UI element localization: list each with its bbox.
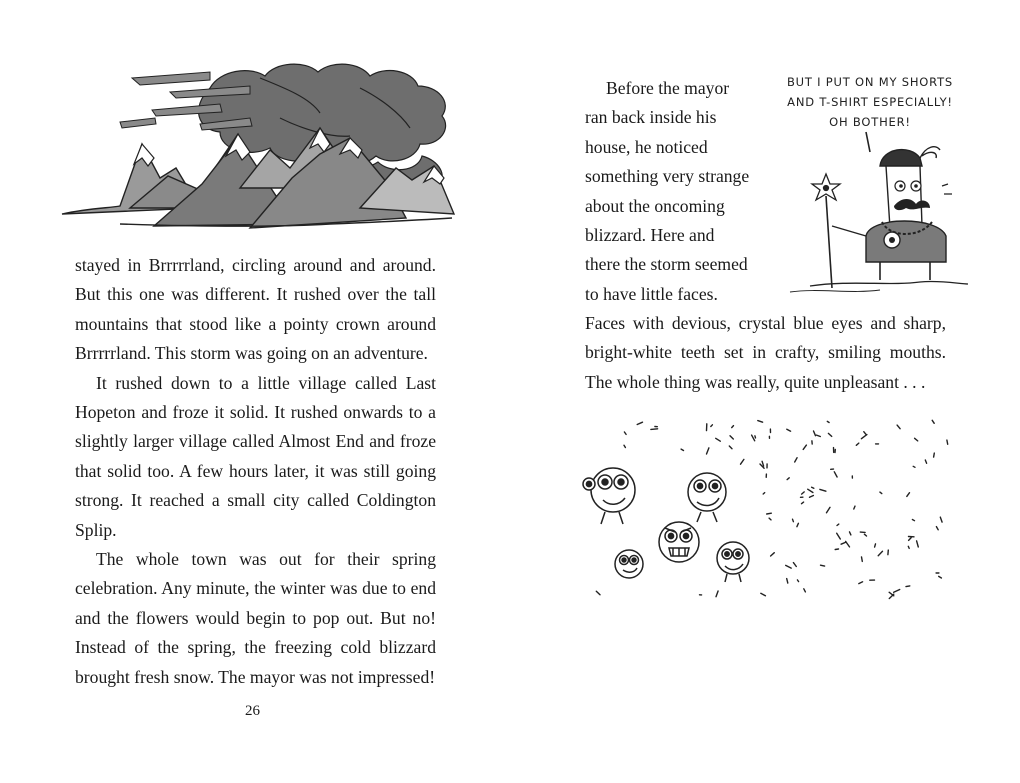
snow-fleck — [787, 429, 791, 431]
snow-fleck — [864, 432, 867, 435]
snow-fleck — [732, 426, 734, 428]
snow-fleck — [795, 458, 797, 462]
snow-fleck — [925, 460, 926, 463]
snow-fleck — [947, 440, 948, 444]
snow-fleck — [812, 487, 814, 488]
snow-fleck — [864, 534, 866, 536]
snow-fleck — [862, 557, 863, 562]
paragraph: It rushed down to a little village called Last Hopeton and froze it solid. It rushed onwards to a slightly larger village called Almost End and froze that solid too. A few hours later, it was still going strong. It reached a small city called Coldington Splip. — [75, 372, 436, 540]
mayor-staff — [826, 196, 832, 288]
snow-fleck — [828, 433, 831, 436]
snow-fleck — [850, 532, 851, 535]
snow-fleck — [651, 429, 658, 430]
ground-line — [810, 281, 968, 286]
snow-fleck — [808, 489, 813, 492]
blizzard-faces-illustration — [575, 410, 955, 600]
snow-fleck — [878, 551, 882, 555]
snow-fleck — [716, 438, 721, 441]
text-line: Before the mayor — [606, 78, 730, 98]
snow-face — [688, 473, 726, 522]
paragraph: Faces with devious, crystal blue eyes and sharp, bright-white teeth set in crafty, smiling mouths. The whole thing was really, quite unpleasant . . . — [585, 313, 946, 392]
snow-fleck — [897, 425, 900, 429]
snow-fleck — [936, 527, 938, 530]
snow-face-angry — [659, 522, 699, 562]
snow-fleck — [875, 544, 876, 547]
snow-fleck — [793, 563, 796, 567]
left-body-text — [75, 251, 436, 692]
page-number: 26 — [245, 703, 260, 719]
snow-fleck — [787, 579, 788, 584]
right-narrow-text — [585, 74, 756, 309]
snow-fleck — [793, 519, 794, 522]
snow-fleck — [814, 431, 816, 436]
snow-fleck — [758, 421, 763, 423]
stormy-mountains-illustration — [60, 58, 455, 233]
snow-fleck — [894, 590, 900, 593]
snow-fleck — [820, 489, 826, 491]
snow-fleck — [908, 546, 909, 548]
right-page — [510, 0, 1020, 783]
snow-fleck — [827, 507, 831, 513]
snow-fleck — [681, 449, 683, 450]
snow-fleck — [771, 553, 775, 556]
snow-face-small — [717, 542, 749, 582]
snow-fleck — [880, 492, 882, 494]
snow-fleck — [846, 541, 850, 547]
text-line: blizzard. Here and — [585, 225, 715, 246]
snow-fleck — [804, 589, 806, 592]
snow-fleck — [763, 493, 765, 494]
speech-line: AND T-SHIRT ESPECIALLY! — [787, 95, 953, 109]
snow-fleck — [821, 565, 825, 566]
mayor-hat — [880, 147, 940, 166]
snow-fleck — [856, 443, 859, 445]
snow-fleck — [913, 466, 915, 467]
snow-fleck — [861, 435, 867, 439]
snow-fleck — [707, 448, 709, 454]
text-line: ran back inside his — [585, 107, 717, 128]
snow-fleck — [912, 520, 914, 521]
snow-fleck — [624, 432, 626, 434]
snow-fleck — [837, 533, 841, 539]
snow-fleck — [787, 478, 789, 480]
snow-fleck — [827, 421, 829, 422]
snow-face-small — [615, 550, 643, 578]
snow-fleck — [906, 586, 910, 587]
snow-fleck — [755, 436, 756, 438]
snow-fleck — [786, 565, 792, 568]
snow-fleck — [932, 420, 934, 423]
snow-fleck — [909, 538, 912, 541]
text-line: to have little faces. — [585, 283, 718, 304]
snow-fleck — [940, 517, 942, 522]
snow-fleck — [803, 445, 806, 449]
snow-fleck — [711, 425, 713, 427]
snow-fleck — [596, 591, 600, 595]
snow-fleck — [729, 446, 732, 449]
paragraph: The whole town was out for their spring celebration. Any minute, the winter was due to end and the flowers would begin to pop out. But no! Instead of the spring, the freezing cold blizzard brought fresh snow. The mayor was not impressed! — [75, 549, 436, 687]
speech-line: BUT I PUT ON MY SHORTS — [786, 75, 954, 89]
text-line: there the storm seemed — [585, 254, 748, 275]
snow-face-large — [583, 468, 635, 524]
snow-fleck — [939, 576, 942, 578]
snow-fleck — [915, 438, 918, 441]
text-line: something very strange — [585, 166, 750, 187]
snow-fleck — [637, 422, 642, 424]
snow-flecks — [596, 420, 947, 598]
snow-fleck — [797, 580, 798, 582]
snow-fleck — [802, 492, 805, 494]
snow-fleck — [934, 453, 935, 457]
snow-fleck — [817, 435, 821, 436]
snow-fleck — [730, 436, 733, 439]
right-wide-text — [585, 309, 946, 397]
paragraph: stayed in Brrrrrland, circling around and around. But this one was different. It rushed over the tall mountains that stood like a pointy crown around Brrrrrland. This storm was going on an adventure. — [75, 255, 436, 364]
mayor-body — [866, 221, 946, 262]
text-line: about the oncoming — [585, 195, 725, 216]
snow-fleck — [859, 582, 863, 584]
snow-fleck — [835, 549, 838, 550]
snow-fleck — [907, 493, 910, 497]
snow-fleck — [917, 541, 919, 547]
snow-fleck — [837, 524, 839, 525]
snow-fleck — [797, 523, 799, 526]
snow-fleck — [741, 459, 744, 464]
snow-fleck — [810, 496, 814, 498]
snow-fleck — [767, 513, 772, 514]
snow-fleck — [624, 445, 625, 447]
snow-fleck — [834, 472, 837, 477]
text-line: house, he noticed — [585, 136, 708, 157]
snow-fleck — [854, 506, 855, 509]
speech-line: OH BOTHER! — [829, 115, 911, 129]
speech-bubble — [778, 72, 962, 132]
snow-fleck — [761, 593, 766, 596]
mayor-head — [886, 166, 922, 228]
snow-fleck — [716, 591, 718, 597]
snow-fleck — [769, 518, 771, 520]
snow-fleck — [802, 502, 804, 504]
snow-fleck — [841, 542, 846, 544]
